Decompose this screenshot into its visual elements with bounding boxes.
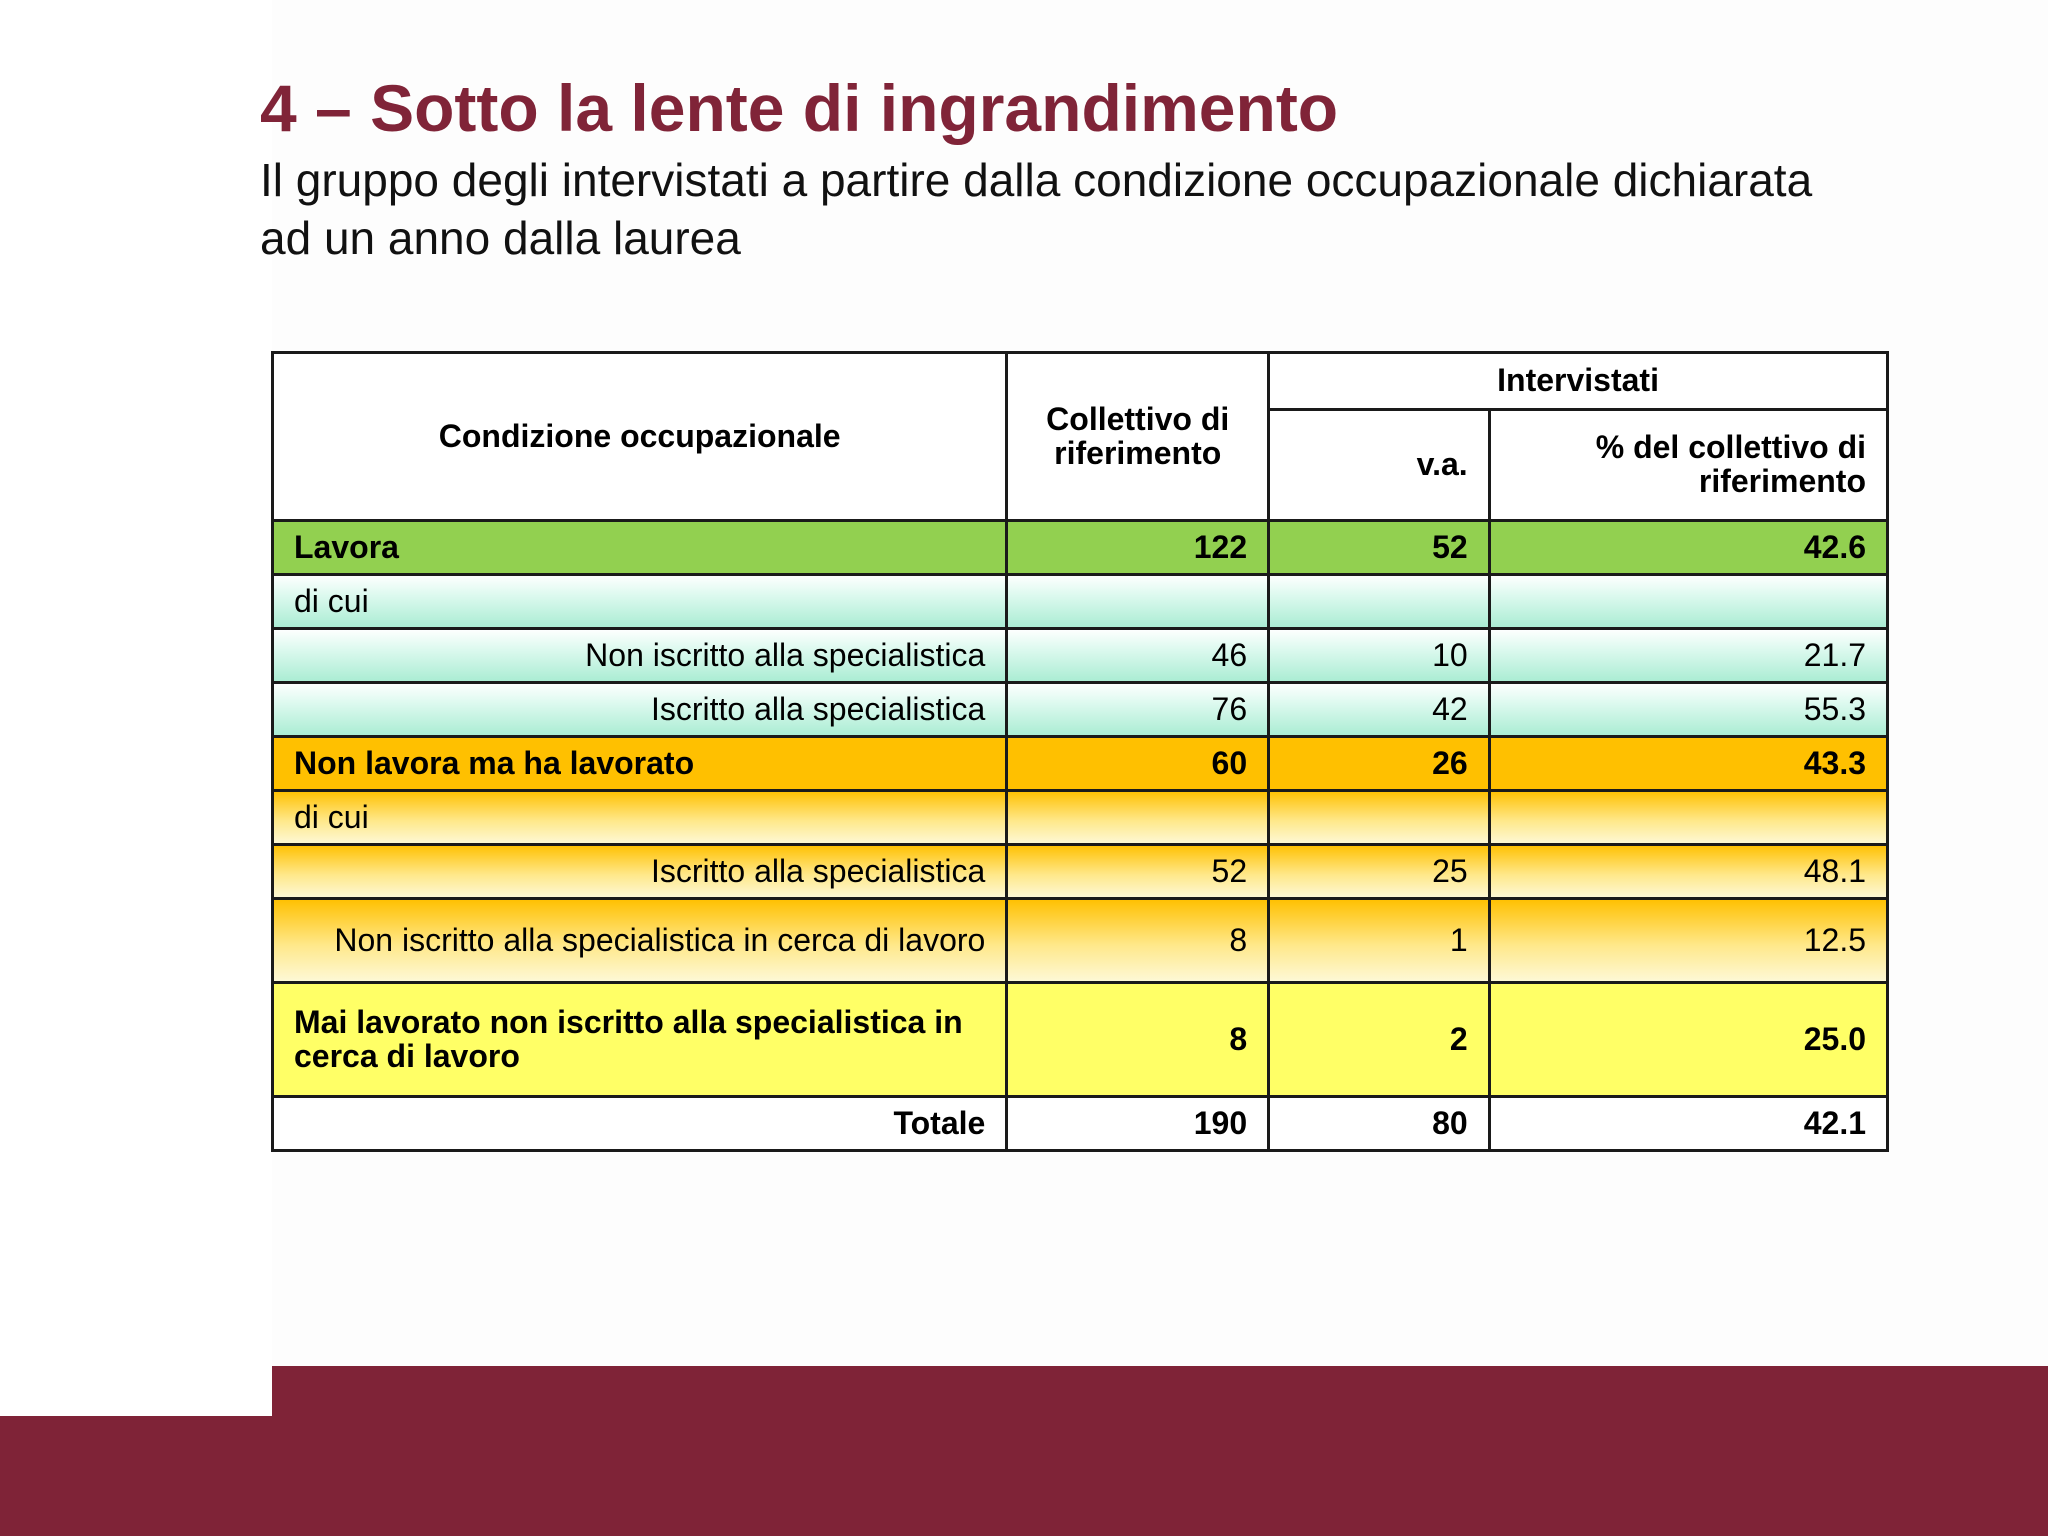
cell-collettivo: 8 xyxy=(1007,899,1269,983)
table-row xyxy=(273,899,1888,983)
cell-collettivo: 122 xyxy=(1007,521,1269,575)
footer-band xyxy=(0,1366,2048,1536)
cell-pct: 21.7 xyxy=(1489,629,1887,683)
header-pct: % del collettivo di riferimento xyxy=(1489,410,1887,521)
header-intervistati: Intervistati xyxy=(1269,353,1888,410)
table-row xyxy=(273,575,1888,629)
header-condizione: Condizione occupazionale xyxy=(273,353,1007,521)
cell-pct xyxy=(1489,575,1887,629)
cell-collettivo xyxy=(1007,575,1269,629)
cell-va xyxy=(1269,575,1490,629)
cell-pct: 43.3 xyxy=(1489,737,1887,791)
header-collettivo: Collettivo di riferimento xyxy=(1007,353,1269,521)
cell-va: 2 xyxy=(1269,983,1490,1097)
row-label: Iscritto alla specialistica xyxy=(273,683,1007,737)
table-row xyxy=(273,737,1888,791)
footer-notch xyxy=(0,1366,272,1416)
row-label: Non lavora ma ha lavorato xyxy=(273,737,1007,791)
table-row xyxy=(273,521,1888,575)
table-row xyxy=(273,845,1888,899)
cell-pct: 48.1 xyxy=(1489,845,1887,899)
cell-collettivo: 60 xyxy=(1007,737,1269,791)
row-label: Mai lavorato non iscritto alla specialistica in cerca di lavoro xyxy=(273,983,1007,1097)
row-label: Non iscritto alla specialistica in cerca di lavoro xyxy=(273,899,1007,983)
cell-collettivo xyxy=(1007,791,1269,845)
occupational-condition-table xyxy=(271,351,1889,1152)
cell-pct: 42.6 xyxy=(1489,521,1887,575)
row-label: Iscritto alla specialistica xyxy=(273,845,1007,899)
cell-pct xyxy=(1489,791,1887,845)
cell-collettivo: 52 xyxy=(1007,845,1269,899)
slide-title: 4 – Sotto la lente di ingrandimento xyxy=(260,71,1339,145)
row-label: Non iscritto alla specialistica xyxy=(273,629,1007,683)
cell-va xyxy=(1269,791,1490,845)
cell-collettivo: 46 xyxy=(1007,629,1269,683)
cell-pct: 12.5 xyxy=(1489,899,1887,983)
header-va: v.a. xyxy=(1269,410,1490,521)
table-row xyxy=(273,791,1888,845)
table-row xyxy=(273,629,1888,683)
cell-pct: 25.0 xyxy=(1489,983,1887,1097)
cell-collettivo: 8 xyxy=(1007,983,1269,1097)
table-row xyxy=(273,983,1888,1097)
cell-collettivo: 190 xyxy=(1007,1097,1269,1151)
cell-pct: 55.3 xyxy=(1489,683,1887,737)
cell-va: 42 xyxy=(1269,683,1490,737)
cell-pct: 42.1 xyxy=(1489,1097,1887,1151)
cell-va: 1 xyxy=(1269,899,1490,983)
table-total-row xyxy=(273,1097,1888,1151)
cell-va: 26 xyxy=(1269,737,1490,791)
cell-va: 10 xyxy=(1269,629,1490,683)
row-label: di cui xyxy=(273,575,1007,629)
table-row xyxy=(273,683,1888,737)
cell-va: 52 xyxy=(1269,521,1490,575)
cell-va: 80 xyxy=(1269,1097,1490,1151)
row-label: Totale xyxy=(273,1097,1007,1151)
slide-subtitle: Il gruppo degli intervistati a partire dalla condizione occupazionale dichiarata ad un anno dalla laurea xyxy=(260,154,1813,264)
row-label: di cui xyxy=(273,791,1007,845)
cell-collettivo: 76 xyxy=(1007,683,1269,737)
row-label: Lavora xyxy=(273,521,1007,575)
cell-va: 25 xyxy=(1269,845,1490,899)
